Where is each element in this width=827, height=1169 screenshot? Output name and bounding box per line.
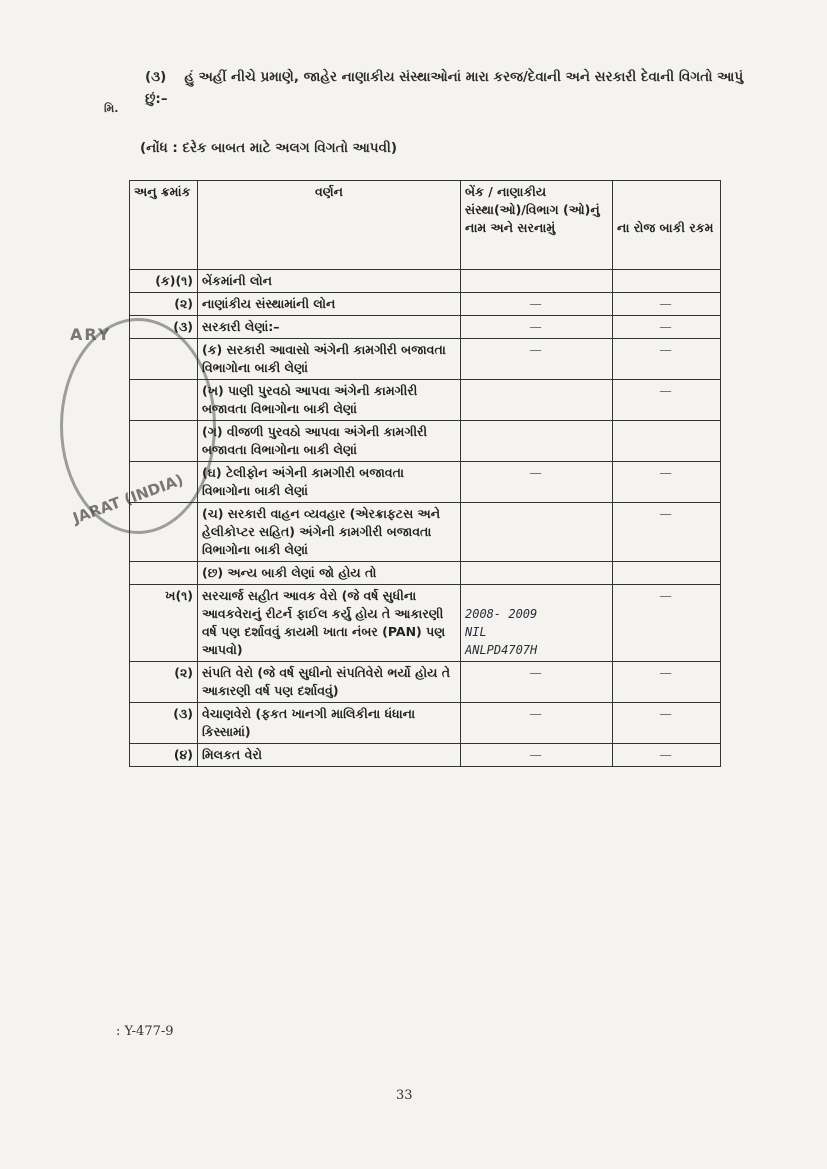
row-bank bbox=[461, 503, 613, 562]
row-bank bbox=[461, 380, 613, 421]
page-number: 33 bbox=[396, 1088, 413, 1103]
row-bank bbox=[461, 562, 613, 585]
row-description-text: (ચ) સરકારી વાહન વ્યવહાર (એરક્રાફટસ અને હેલીકોપ્ટર સહિત) અંગેની કામગીરી બજાવતા વિભાગોના બાકી લેણાં bbox=[202, 506, 441, 557]
row-index-text: (૨) bbox=[174, 665, 193, 680]
row-index-text: (ક)(૧) bbox=[155, 273, 193, 288]
row-description bbox=[198, 421, 461, 462]
stamp-text-bottom: JARAT (INDIA) bbox=[70, 470, 186, 528]
stamp-text-top: ARY bbox=[70, 325, 112, 344]
row-bank bbox=[461, 462, 613, 503]
row-description-text: (છ) અન્ય બાકી લેણાં જો હોય તો bbox=[202, 565, 377, 580]
row-amount bbox=[613, 585, 721, 662]
row-amount bbox=[613, 339, 721, 380]
row-amount bbox=[613, 744, 721, 767]
row-bank-text: — bbox=[529, 665, 544, 680]
table-row bbox=[130, 503, 721, 562]
row-amount-text: — bbox=[659, 383, 674, 398]
margin-initial: મિ. bbox=[104, 102, 119, 115]
row-description bbox=[198, 703, 461, 744]
row-description bbox=[198, 585, 461, 662]
table-row bbox=[130, 703, 721, 744]
row-amount bbox=[613, 562, 721, 585]
row-description-text: સરકારી લેણાં:– bbox=[202, 319, 280, 334]
table-row bbox=[130, 744, 721, 767]
table-row bbox=[130, 585, 721, 662]
row-description bbox=[198, 316, 461, 339]
row-amount bbox=[613, 421, 721, 462]
row-amount bbox=[613, 462, 721, 503]
row-amount bbox=[613, 293, 721, 316]
row-bank bbox=[461, 293, 613, 316]
row-amount-text: — bbox=[659, 706, 674, 721]
row-amount bbox=[613, 316, 721, 339]
row-index-text: (૪) bbox=[173, 747, 193, 762]
table-row bbox=[130, 421, 721, 462]
intro-text: હું અહીં નીચે પ્રમાણે, જાહેર નાણાકીય સંસ્થાઓનાં મારા કરજ/દેવાની અને સરકારી દેવાની વિગતો આપું છું:– bbox=[145, 69, 744, 107]
row-index-text: (૩) bbox=[173, 319, 193, 334]
row-amount bbox=[613, 270, 721, 293]
row-bank bbox=[461, 585, 613, 662]
row-description bbox=[198, 462, 461, 503]
row-index bbox=[130, 293, 198, 316]
row-index bbox=[130, 744, 198, 767]
row-amount-text: — bbox=[659, 588, 674, 603]
table-row bbox=[130, 270, 721, 293]
intro-paragraph bbox=[145, 66, 745, 110]
row-bank-text: — bbox=[529, 296, 544, 311]
header-description: વર્ણન bbox=[198, 181, 461, 270]
table-row bbox=[130, 380, 721, 421]
row-description-text: (ઘ) ટેલીફોન અંગેની કામગીરી બજાવતા વિભાગોના બાકી લેણાં bbox=[202, 465, 404, 498]
row-bank-text: — bbox=[529, 319, 544, 334]
table-row bbox=[130, 339, 721, 380]
row-description-text: બેંકમાંની લોન bbox=[202, 273, 272, 288]
intro-number: (૩) bbox=[145, 69, 167, 85]
row-bank-text: — bbox=[529, 342, 544, 357]
row-bank bbox=[461, 744, 613, 767]
row-description-text: (ક) સરકારી આવાસો અંગેની કામગીરી બજાવતા વિભાગોના બાકી લેણાં bbox=[202, 342, 446, 375]
row-amount-text: — bbox=[659, 747, 674, 762]
note-text: (નોંધ : દરેક બાબત માટે અલગ વિગતો આપવી) bbox=[140, 140, 398, 156]
liabilities-table bbox=[129, 180, 721, 767]
row-amount bbox=[613, 503, 721, 562]
row-index bbox=[130, 380, 198, 421]
table-row bbox=[130, 662, 721, 703]
row-index bbox=[130, 339, 198, 380]
row-amount-text: — bbox=[659, 465, 674, 480]
row-description bbox=[198, 339, 461, 380]
row-index bbox=[130, 462, 198, 503]
footer-code: : Y-477-9 bbox=[116, 1024, 174, 1039]
row-description bbox=[198, 270, 461, 293]
row-amount-text: — bbox=[659, 506, 674, 521]
row-description bbox=[198, 744, 461, 767]
row-bank bbox=[461, 421, 613, 462]
row-index-text: (૩) bbox=[173, 706, 193, 721]
row-description-text: સંપતિ વેરો (જે વર્ષ સુધીનો સંપતિવેરો ભર્યો હોય તે આકારણી વર્ષ પણ દર્શાવવું) bbox=[202, 665, 450, 698]
row-amount-text: — bbox=[659, 319, 674, 334]
row-index bbox=[130, 562, 198, 585]
row-description bbox=[198, 293, 461, 316]
table-header-row bbox=[130, 181, 721, 270]
row-bank-text: 2008- 2009 NIL ANLPD4707H bbox=[465, 607, 538, 657]
row-bank-text: — bbox=[529, 706, 544, 721]
row-index bbox=[130, 585, 198, 662]
row-index-text: (૨) bbox=[174, 296, 193, 311]
table-row bbox=[130, 316, 721, 339]
row-description bbox=[198, 662, 461, 703]
row-bank bbox=[461, 339, 613, 380]
header-amount: ના રોજ બાકી રકમ bbox=[613, 181, 721, 270]
row-index bbox=[130, 662, 198, 703]
table-row bbox=[130, 293, 721, 316]
row-bank bbox=[461, 662, 613, 703]
row-description-text: મિલકત વેરો bbox=[202, 747, 262, 762]
row-description-text: (ગ) વીજળી પુરવઠો આપવા અંગેની કામગીરી બજાવતા વિભાગોના બાકી લેણાં bbox=[202, 424, 428, 457]
header-bank: બેંક / નાણાકીય સંસ્થા(ઓ)/વિભાગ (ઓ)નું નામ અને સરનામું bbox=[461, 181, 613, 270]
row-index-text: ખ(૧) bbox=[165, 588, 193, 603]
row-bank-text: — bbox=[529, 747, 544, 762]
row-description-text: સરચાર્જ સહીત આવક વેરો (જે વર્ષ સુધીના આવકવેરાનું રીટર્ન ફાઈલ કર્યુ હોય તે આકારણી વર્ષ પણ દર્શાવવું કાયમી ખાતા નંબર (PAN) પણ આપવો) bbox=[202, 588, 446, 657]
row-index bbox=[130, 270, 198, 293]
row-amount-text: — bbox=[659, 342, 674, 357]
row-amount bbox=[613, 380, 721, 421]
row-bank bbox=[461, 270, 613, 293]
row-index bbox=[130, 503, 198, 562]
row-amount-text: — bbox=[659, 296, 674, 311]
row-index bbox=[130, 316, 198, 339]
row-description-text: (ખ) પાણી પુરવઠો આપવા અંગેની કામગીરી બજાવતા વિભાગોના બાકી લેણાં bbox=[202, 383, 418, 416]
row-description-text: નાણાંકીય સંસ્થામાંની લોન bbox=[202, 296, 336, 311]
header-serial: અનુ ક્રમાંક bbox=[130, 181, 198, 270]
row-description-text: વેચાણવેરો (ફકત ખાનગી માલિકીના ધંધાના કિસ્સામાં) bbox=[202, 706, 416, 739]
row-amount-text: — bbox=[659, 665, 674, 680]
row-description bbox=[198, 562, 461, 585]
row-description bbox=[198, 380, 461, 421]
row-index bbox=[130, 421, 198, 462]
row-bank bbox=[461, 703, 613, 744]
row-bank-text: — bbox=[529, 465, 544, 480]
row-amount bbox=[613, 703, 721, 744]
table-row bbox=[130, 462, 721, 503]
row-description bbox=[198, 503, 461, 562]
table-row bbox=[130, 562, 721, 585]
row-index bbox=[130, 703, 198, 744]
row-amount bbox=[613, 662, 721, 703]
row-bank bbox=[461, 316, 613, 339]
